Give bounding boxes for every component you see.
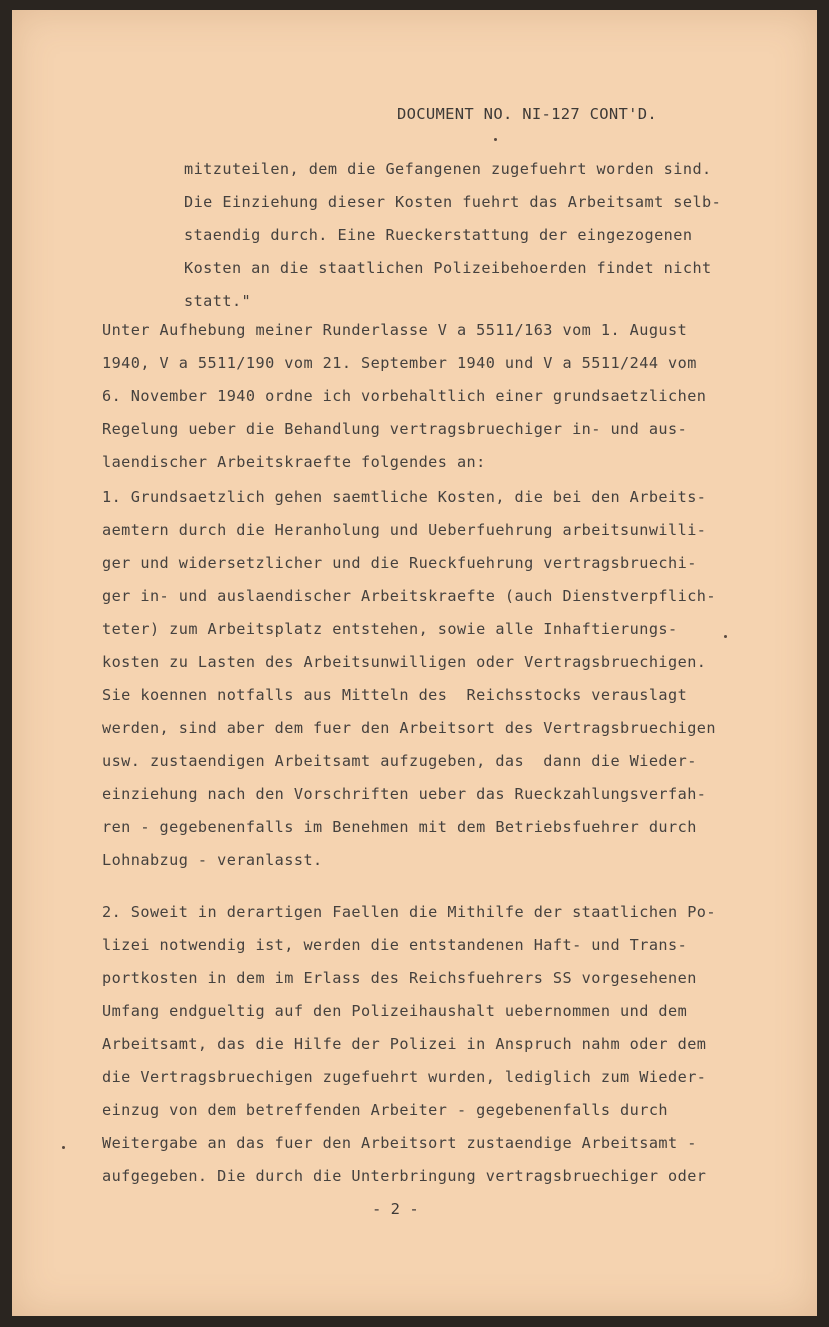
intro-line: Unter Aufhebung meiner Runderlasse V a 5511/163 vom 1. August <box>102 321 688 339</box>
section-1-line: ger und widersetzlicher und die Rueckfuehrung vertragsbruechi- <box>102 554 697 572</box>
ink-speck <box>62 1146 65 1149</box>
section-1-line: werden, sind aber dem fuer den Arbeitsort des Vertragsbruechigen <box>102 719 716 737</box>
section-2-line: portkosten in dem im Erlass des Reichsfuehrers SS vorgesehenen <box>102 969 697 987</box>
section-1-line: kosten zu Lasten des Arbeitsunwilligen oder Vertragsbruechigen. <box>102 653 707 671</box>
page-number: - 2 - <box>372 1200 419 1218</box>
document-page <box>12 10 817 1316</box>
section-1-line: aemtern durch die Heranholung und Ueberfuehrung arbeitsunwilli- <box>102 521 707 539</box>
section-2-line: 2. Soweit in derartigen Faellen die Mithilfe der staatlichen Po- <box>102 903 716 921</box>
section-1-line: teter) zum Arbeitsplatz entstehen, sowie alle Inhaftierungs- <box>102 620 678 638</box>
intro-line: laendischer Arbeitskraefte folgendes an: <box>102 453 486 471</box>
intro-line: Regelung ueber die Behandlung vertragsbruechiger in- und aus- <box>102 420 688 438</box>
section-1-line: einziehung nach den Vorschriften ueber das Rueckzahlungsverfah- <box>102 785 707 803</box>
intro-line: 1940, V a 5511/190 vom 21. September 1940 und V a 5511/244 vom <box>102 354 697 372</box>
document-header: DOCUMENT NO. NI-127 CONT'D. <box>397 105 658 123</box>
section-2-line: lizei notwendig ist, werden die entstandenen Haft- und Trans- <box>102 936 688 954</box>
quote-line: Die Einziehung dieser Kosten fuehrt das Arbeitsamt selb- <box>184 193 722 211</box>
section-2-line: Umfang endgueltig auf den Polizeihaushalt uebernommen und dem <box>102 1002 688 1020</box>
section-1-line: usw. zustaendigen Arbeitsamt aufzugeben, das dann die Wieder- <box>102 752 697 770</box>
section-2-line: aufgegeben. Die durch die Unterbringung vertragsbruechiger oder <box>102 1167 707 1185</box>
section-1-line: ger in- und auslaendischer Arbeitskraefte (auch Dienstverpflich- <box>102 587 716 605</box>
section-2-line: die Vertragsbruechigen zugefuehrt wurden, lediglich zum Wieder- <box>102 1068 707 1086</box>
quote-line: statt." <box>184 292 252 310</box>
ink-speck <box>724 635 727 638</box>
quote-line: staendig durch. Eine Rueckerstattung der eingezogenen <box>184 226 693 244</box>
intro-line: 6. November 1940 ordne ich vorbehaltlich einer grundsaetzlichen <box>102 387 707 405</box>
section-1-line: Sie koennen notfalls aus Mitteln des Reichsstocks verauslagt <box>102 686 688 704</box>
quote-line: mitzuteilen, dem die Gefangenen zugefuehrt worden sind. <box>184 160 712 178</box>
section-1-line: 1. Grundsaetzlich gehen saemtliche Kosten, die bei den Arbeits- <box>102 488 707 506</box>
section-2-line: einzug von dem betreffenden Arbeiter - gegebenenfalls durch <box>102 1101 669 1119</box>
quote-line: Kosten an die staatlichen Polizeibehoerden findet nicht <box>184 259 712 277</box>
section-2-line: Arbeitsamt, das die Hilfe der Polizei in Anspruch nahm oder dem <box>102 1035 707 1053</box>
ink-speck <box>494 138 497 141</box>
section-1-line: Lohnabzug - veranlasst. <box>102 851 323 869</box>
section-2-line: Weitergabe an das fuer den Arbeitsort zustaendige Arbeitsamt - <box>102 1134 697 1152</box>
section-1-line: ren - gegebenenfalls im Benehmen mit dem Betriebsfuehrer durch <box>102 818 697 836</box>
